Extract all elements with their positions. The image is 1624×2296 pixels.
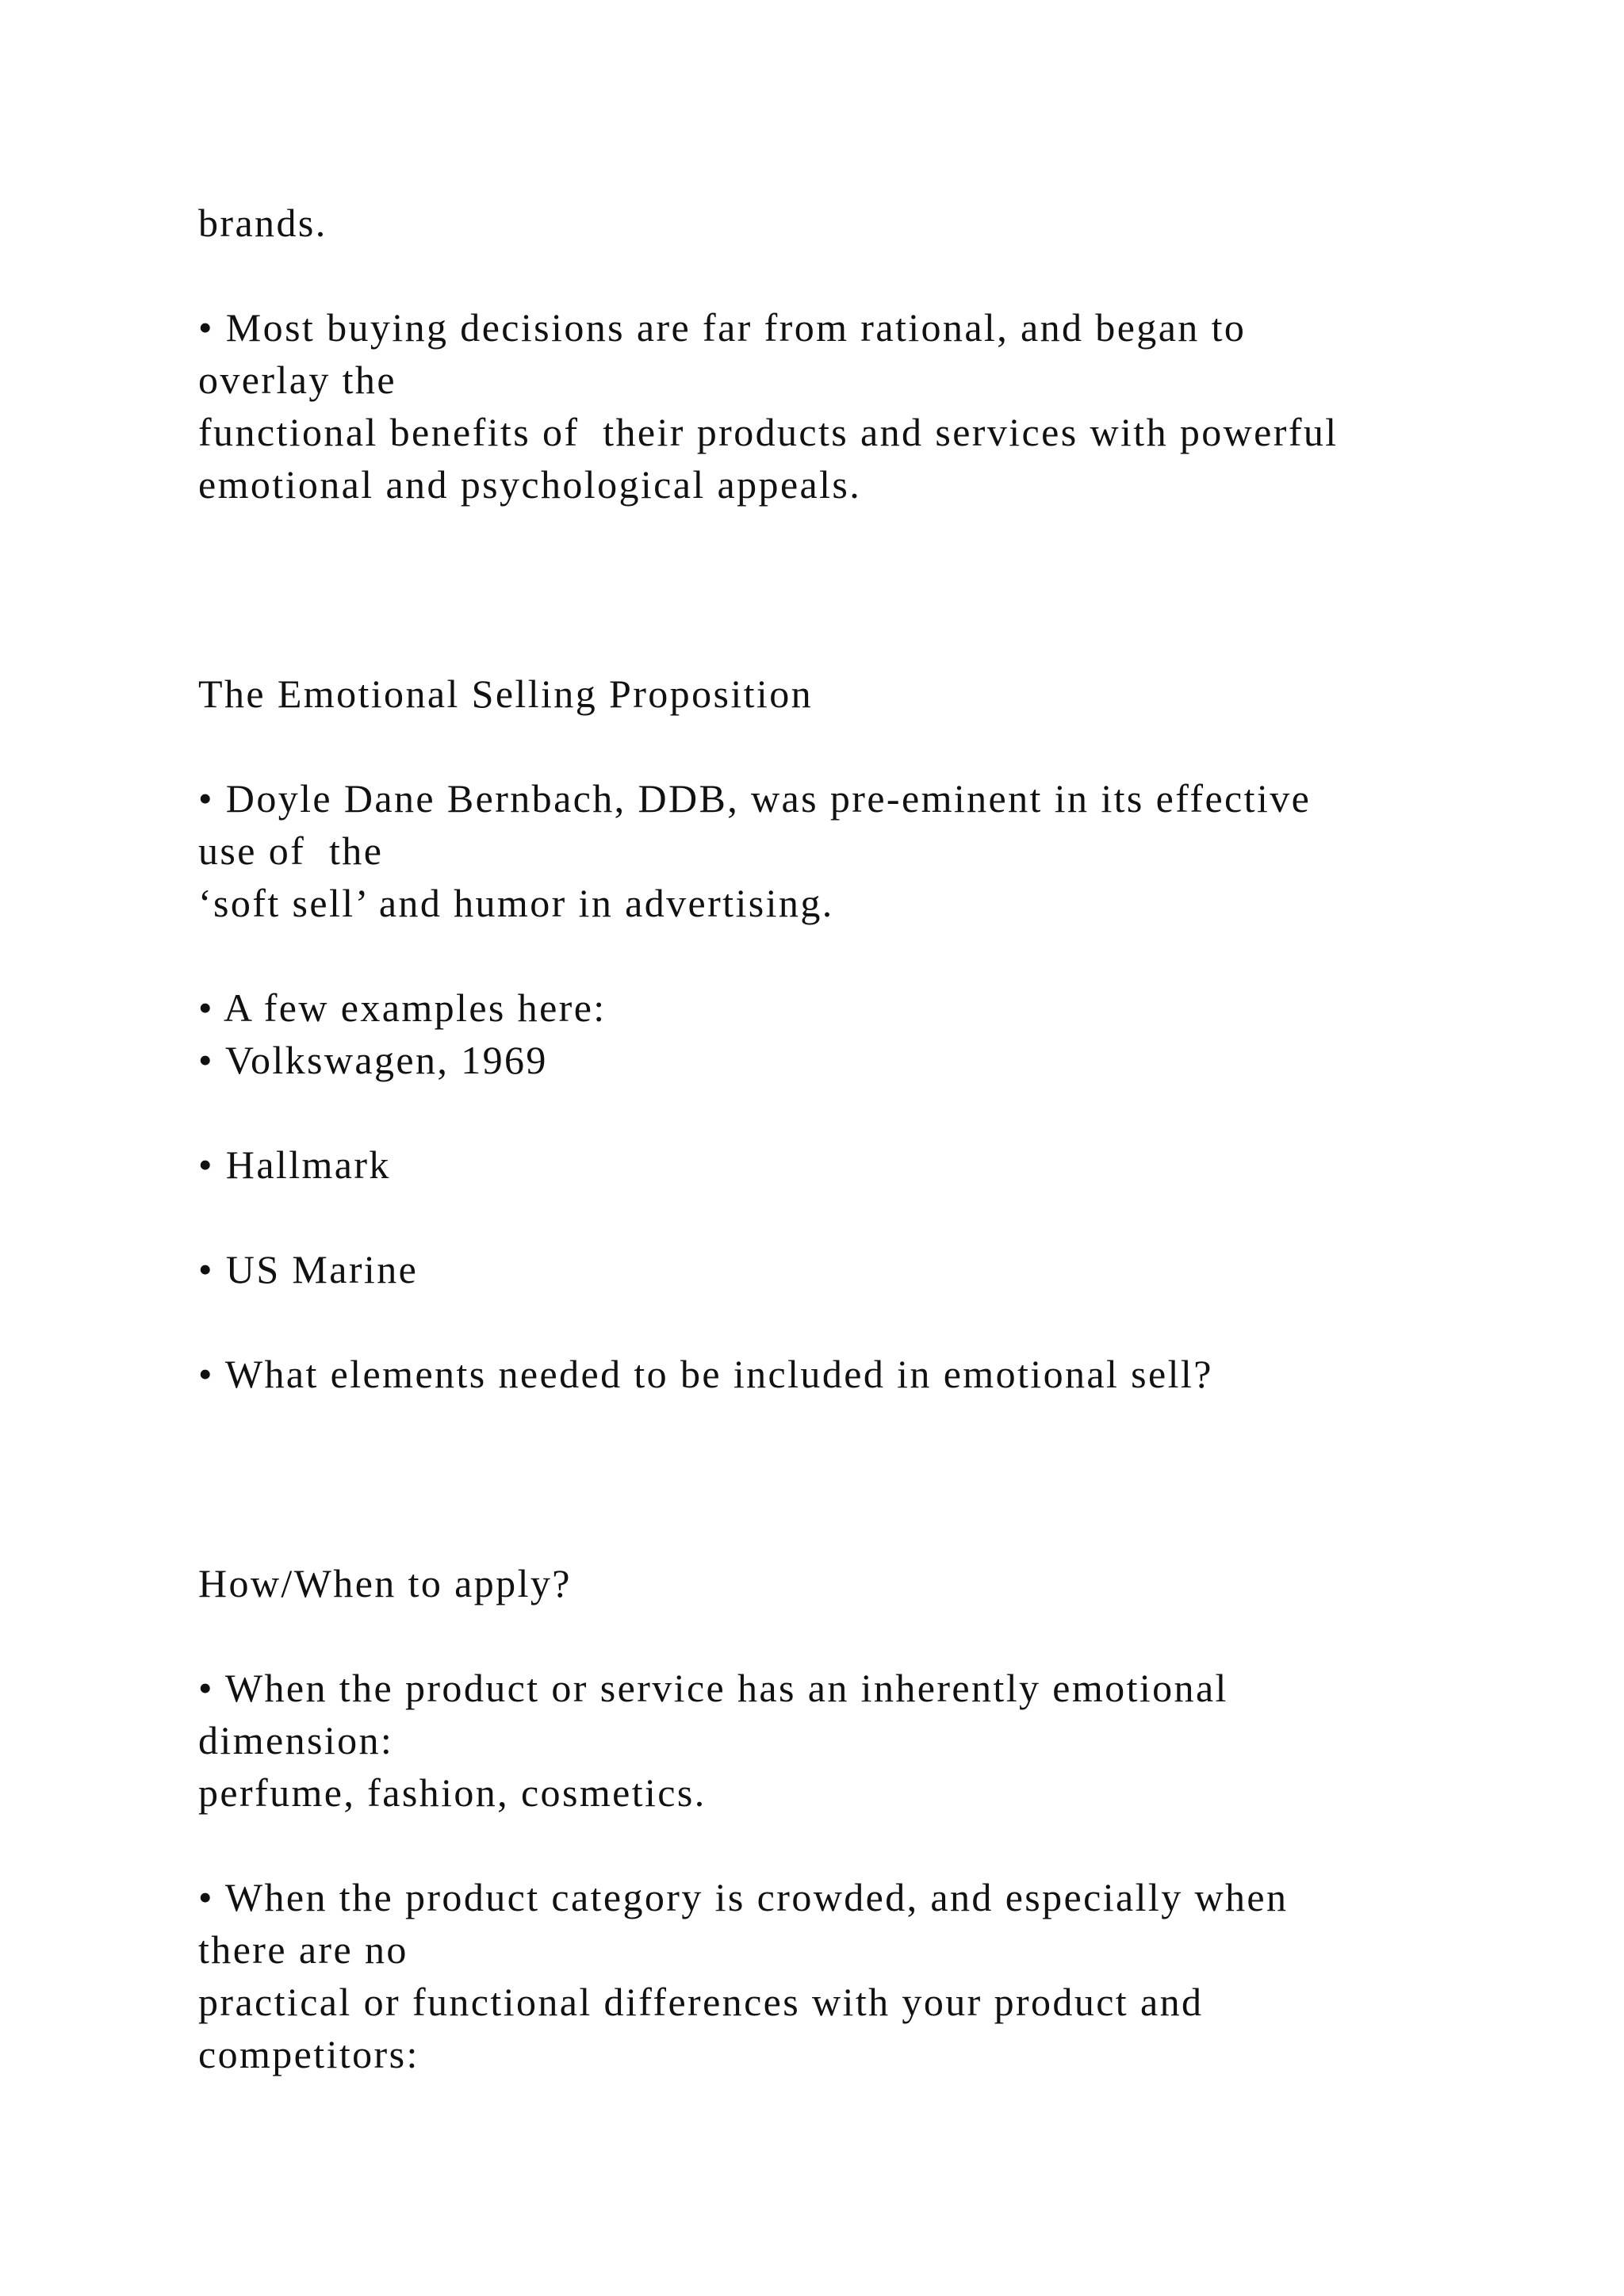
bullet-line: • When the product category is crowded, and especially when: [198, 1875, 1289, 1919]
paragraph-gap: [198, 1295, 1546, 1348]
bullet-line: • When the product or service has an inherently emotional: [198, 1666, 1228, 1710]
section-heading-apply: How/When to apply?: [198, 1561, 572, 1605]
bullet-hallmark: • Hallmark: [198, 1142, 391, 1187]
paragraph-gap: [198, 1086, 1546, 1138]
bullet-crowded-category: [198, 1871, 1546, 2080]
paragraph-gap: [198, 1819, 1546, 1871]
bullet-line: practical or functional differences with your product and: [198, 1980, 1204, 2024]
bullet-line: use of the: [198, 828, 384, 873]
bullet-line: overlay the: [198, 358, 396, 402]
bullet-line: dimension:: [198, 1718, 394, 1762]
bullet-line: there are no: [198, 1927, 408, 1972]
bullet-line: functional benefits of their products and services with powerful: [198, 410, 1339, 454]
section-gap: [198, 1400, 1546, 1557]
bullet-us-marine: • US Marine: [198, 1247, 419, 1292]
bullet-inherently-emotional: [198, 1662, 1546, 1819]
bullet-rational-decisions: [198, 301, 1546, 511]
bullet-line: • Doyle Dane Bernbach, DDB, was pre-eminent in its effective: [198, 776, 1312, 821]
document-body: [198, 197, 1546, 2080]
bullet-line: • Most buying decisions are far from rational, and began to: [198, 305, 1247, 350]
bullet-line: competitors:: [198, 2032, 419, 2076]
bullet-line: ‘soft sell’ and humor in advertising.: [198, 881, 834, 925]
bullet-line: perfume, fashion, cosmetics.: [198, 1770, 707, 1815]
paragraph-gap: [198, 1609, 1546, 1662]
paragraph-gap: [198, 929, 1546, 982]
bullet-emotional-elements: • What elements needed to be included in emotional sell?: [198, 1352, 1213, 1396]
paragraph-gap: [198, 720, 1546, 772]
bullet-examples: • A few examples here:: [198, 985, 607, 1030]
section-gap: [198, 511, 1546, 668]
paragraph-gap: [198, 1191, 1546, 1243]
paragraph-gap: [198, 249, 1546, 301]
bullet-line: emotional and psychological appeals.: [198, 462, 862, 507]
section-heading-esp: The Emotional Selling Proposition: [198, 672, 814, 716]
bullet-ddb: [198, 772, 1546, 929]
bullet-volkswagen: • Volkswagen, 1969: [198, 1038, 548, 1082]
text-line-brands: brands.: [198, 201, 327, 245]
